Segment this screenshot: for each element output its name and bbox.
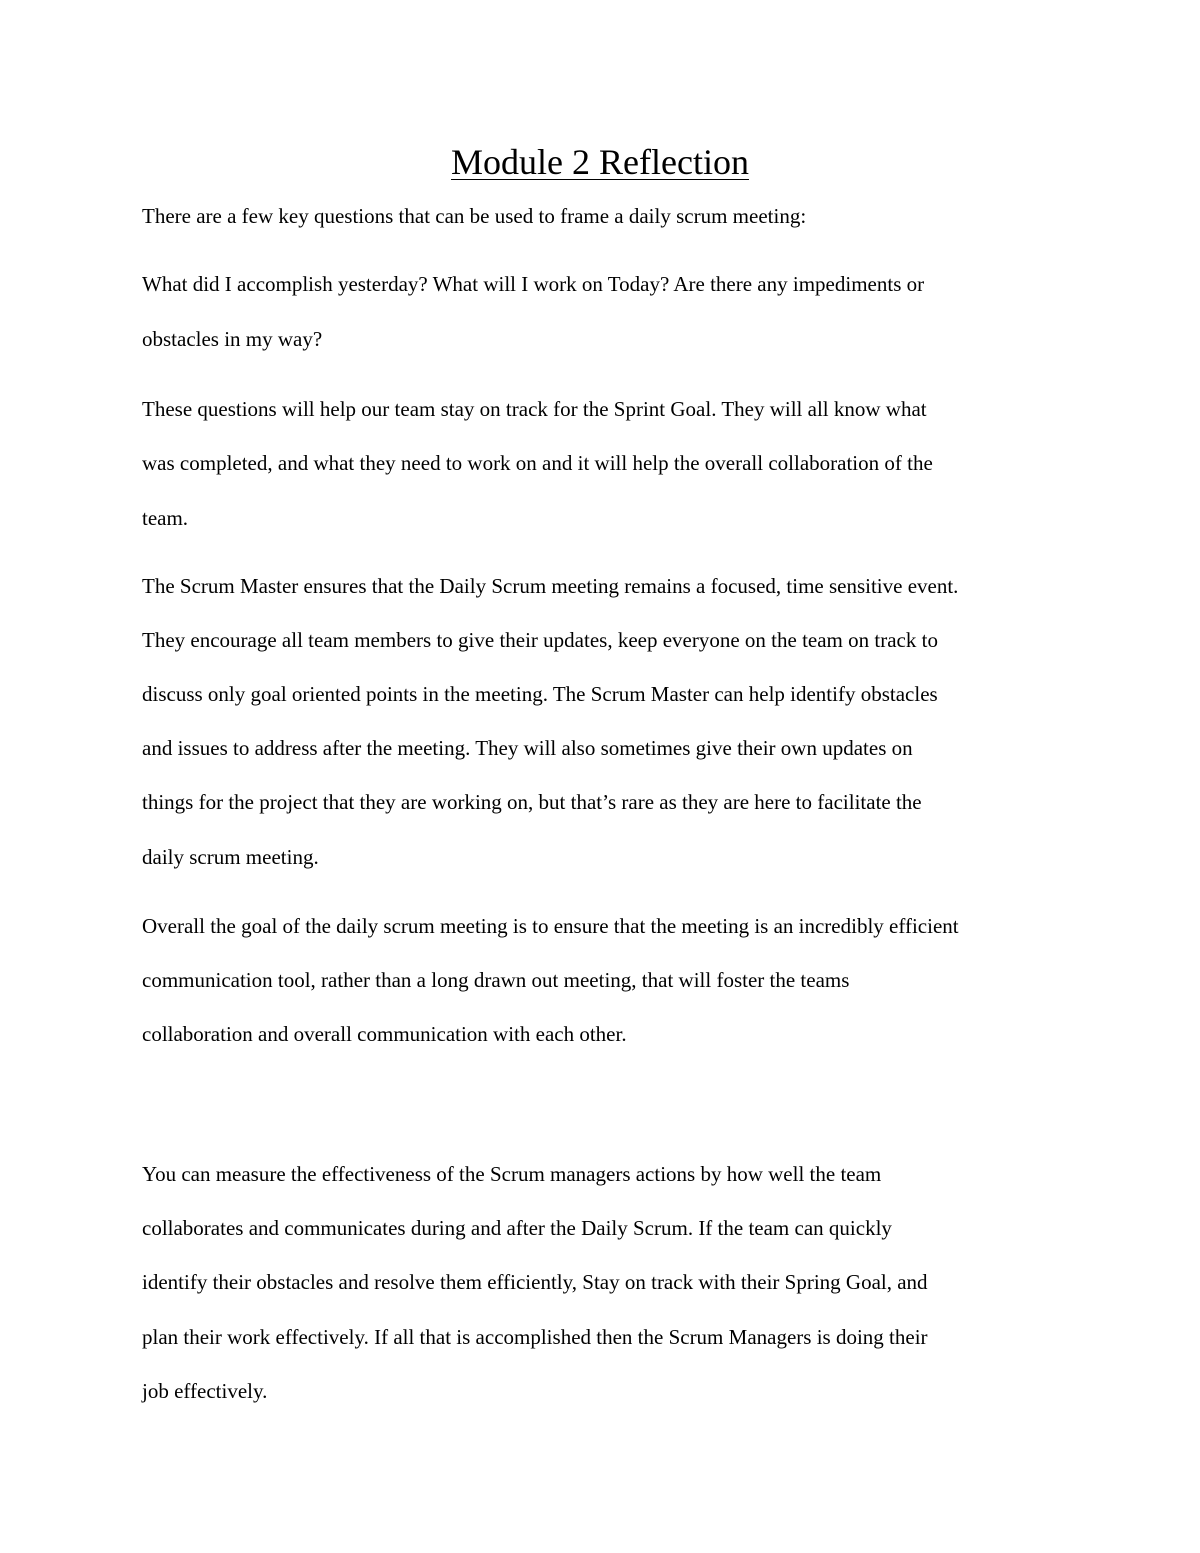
paragraph-6-line-4: plan their work effectively. If all that is accomplished then the Scrum Managers is doing their [142, 1325, 928, 1349]
paragraph-2-line-2: obstacles in my way? [142, 327, 323, 351]
paragraph-5-line-3: collaboration and overall communication with each other. [142, 1022, 627, 1046]
paragraph-4-line-3: discuss only goal oriented points in the meeting. The Scrum Master can help identify obstacles [142, 682, 938, 706]
paragraph-3-line-2: was completed, and what they need to work on and it will help the overall collaboration of the [142, 451, 933, 475]
paragraph-2-line-1: What did I accomplish yesterday? What will I work on Today? Are there any impediments or [142, 272, 925, 296]
paragraph-3-line-3: team. [142, 506, 189, 530]
paragraph-5-line-2: communication tool, rather than a long drawn out meeting, that will foster the teams [142, 968, 850, 992]
document-title [0, 140, 1200, 184]
paragraph-5-line-1: Overall the goal of the daily scrum meeting is to ensure that the meeting is an incredibly efficient [142, 914, 959, 938]
paragraph-1-line-1: There are a few key questions that can be used to frame a daily scrum meeting: [142, 204, 807, 228]
paragraph-4-line-2: They encourage all team members to give their updates, keep everyone on the team on track to [142, 628, 938, 652]
paragraph-4-line-6: daily scrum meeting. [142, 845, 319, 869]
paragraph-6-line-1: You can measure the effectiveness of the Scrum managers actions by how well the team [142, 1162, 882, 1186]
document-title-text: Module 2 Reflection [451, 142, 749, 182]
paragraph-3-line-1: These questions will help our team stay on track for the Sprint Goal. They will all know what [142, 397, 927, 421]
paragraph-6-line-5: job effectively. [142, 1379, 268, 1403]
paragraph-6-line-2: collaborates and communicates during and after the Daily Scrum. If the team can quickly [142, 1216, 892, 1240]
paragraph-4-line-4: and issues to address after the meeting. They will also sometimes give their own updates on [142, 736, 913, 760]
paragraph-6-line-3: identify their obstacles and resolve them efficiently, Stay on track with their Spring Goal, and [142, 1270, 928, 1294]
paragraph-4-line-1: The Scrum Master ensures that the Daily Scrum meeting remains a focused, time sensitive event. [142, 574, 959, 598]
paragraph-4-line-5: things for the project that they are working on, but that’s rare as they are here to facilitate the [142, 790, 922, 814]
